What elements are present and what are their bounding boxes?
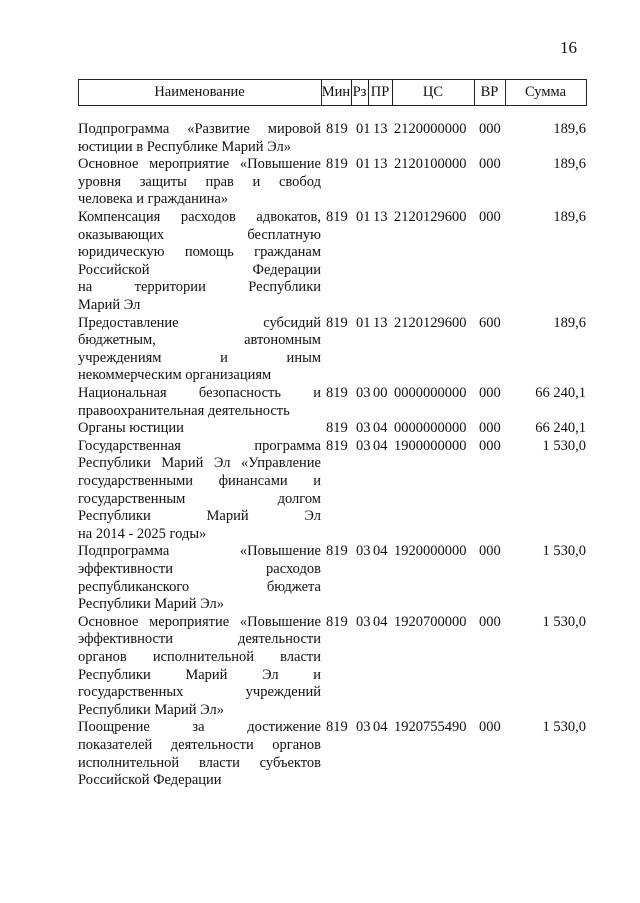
row-cs: 1900000000 — [394, 437, 467, 454]
row-name-line: эффективности расходов — [78, 560, 321, 577]
row-name-line: Органы юстиции — [78, 420, 184, 437]
row-sum: 1 530,0 — [542, 543, 586, 560]
row-cs: 1920700000 — [394, 613, 467, 630]
row-vr: 000 — [479, 156, 501, 173]
row-name-line: Подпрограмма «Повышение — [78, 543, 321, 560]
row-sum: 189,6 — [553, 121, 586, 137]
row-name-line: Поощрение за достижение — [78, 719, 321, 736]
row-name-line: Подпрограмма «Развитие мировой — [78, 121, 321, 137]
row-name-line: Марий Эл — [78, 296, 141, 313]
row-name — [78, 315, 321, 385]
row-name-line: Республики Марий Эл и — [78, 666, 321, 683]
row-rz: 03 — [356, 420, 371, 437]
row-name — [78, 209, 321, 315]
row-pr: 13 — [373, 314, 388, 331]
row-name-line: Основное мероприятие «Повышение — [78, 156, 321, 173]
row-name — [78, 543, 321, 613]
row-min: 819 — [326, 156, 348, 173]
row-name-line: Компенсация расходов адвокатов, — [78, 209, 321, 225]
row-pr: 04 — [373, 719, 388, 736]
row-name-line: Российской Федерации — [78, 772, 222, 789]
row-vr: 600 — [479, 314, 501, 331]
row-name-line: бюджетным, автономным — [78, 332, 321, 349]
row-name-line: государственными финансами и — [78, 472, 321, 489]
row-cs: 0000000000 — [394, 420, 467, 437]
row-rz: 03 — [356, 437, 371, 454]
header-bottom-rule — [78, 105, 586, 106]
row-name-line: государственным долгом — [78, 490, 321, 507]
row-name-line: Российской Федерации — [78, 261, 321, 278]
row-vr: 000 — [479, 613, 501, 630]
row-vr: 000 — [479, 437, 501, 454]
row-cs: 1920000000 — [394, 543, 467, 560]
row-cs: 2120129600 — [394, 209, 467, 225]
row-min: 819 — [326, 420, 348, 437]
row-min: 819 — [326, 613, 348, 630]
row-name-line: республиканского бюджета — [78, 578, 321, 595]
row-rz: 01 — [356, 209, 371, 225]
row-rz: 03 — [356, 613, 371, 630]
row-rz: 01 — [356, 314, 371, 331]
header-divider — [586, 79, 587, 106]
row-name — [78, 121, 321, 156]
row-min: 819 — [326, 719, 348, 736]
row-name-line: на территории Республики — [78, 279, 321, 296]
row-name-line: эффективности деятельности — [78, 631, 321, 648]
header-sum: Сумма — [524, 84, 567, 100]
header-cs: ЦС — [422, 84, 444, 100]
row-name-line: Республики Марий Эл «Управление — [78, 455, 321, 472]
row-name-line: оказывающих бесплатную — [78, 226, 321, 243]
row-name — [78, 719, 321, 789]
row-name — [78, 438, 321, 544]
row-name-line: Республики Марий Эл» — [78, 701, 224, 718]
row-sum: 1 530,0 — [542, 437, 586, 454]
row-name-line: человека и гражданина» — [78, 191, 229, 208]
row-vr: 000 — [479, 719, 501, 736]
row-sum: 1 530,0 — [542, 719, 586, 736]
row-name — [78, 420, 321, 438]
row-name-line: показателей деятельности органов — [78, 736, 321, 753]
row-rz: 03 — [356, 719, 371, 736]
header-pr: ПР — [370, 84, 390, 100]
row-name-line: Республики Марий Эл — [78, 508, 321, 525]
header-min: Мин — [321, 84, 351, 100]
row-vr: 000 — [479, 121, 501, 137]
row-name-line: Национальная безопасность и — [78, 385, 321, 401]
row-vr: 000 — [479, 543, 501, 560]
row-name — [78, 385, 321, 420]
row-rz: 01 — [356, 121, 371, 137]
row-sum: 1 530,0 — [542, 613, 586, 630]
row-name-line: юстиции в Республике Марий Эл» — [78, 138, 292, 155]
row-min: 819 — [326, 209, 348, 225]
row-vr: 000 — [479, 420, 501, 437]
row-sum: 189,6 — [553, 209, 586, 225]
row-name-line: правоохранительная деятельность — [78, 402, 290, 419]
header-rz: Рз — [352, 84, 367, 100]
row-name-line: уровня защиты прав и свобод — [78, 173, 321, 190]
row-vr: 000 — [479, 385, 501, 401]
row-name-line: органов исполнительной власти — [78, 648, 321, 665]
row-cs: 0000000000 — [394, 385, 467, 401]
row-rz: 03 — [356, 543, 371, 560]
row-pr: 04 — [373, 437, 388, 454]
row-sum: 66 240,1 — [535, 385, 586, 401]
row-min: 819 — [326, 437, 348, 454]
row-min: 819 — [326, 121, 348, 137]
row-name-line: государственных учреждений — [78, 684, 321, 701]
row-sum: 66 240,1 — [535, 420, 586, 437]
row-name-line: Основное мероприятие «Повышение — [78, 613, 321, 630]
row-name-line: Республики Марий Эл» — [78, 596, 224, 613]
row-sum: 189,6 — [553, 314, 586, 331]
header-top-rule — [78, 79, 586, 80]
row-pr: 04 — [373, 613, 388, 630]
header-vr: ВР — [480, 84, 499, 100]
row-name-line: некоммерческим организациям — [78, 367, 272, 384]
row-pr: 04 — [373, 420, 388, 437]
row-name-line: исполнительной власти субъектов — [78, 754, 321, 771]
row-name-line: Предоставление субсидий — [78, 314, 321, 331]
row-sum: 189,6 — [553, 156, 586, 173]
page-number: 16 — [560, 38, 577, 57]
row-min: 819 — [326, 385, 348, 401]
row-pr: 04 — [373, 543, 388, 560]
row-pr: 13 — [373, 156, 388, 173]
row-rz: 01 — [356, 156, 371, 173]
row-name-line: учреждениям и иным — [78, 349, 321, 366]
row-min: 819 — [326, 314, 348, 331]
row-cs: 2120000000 — [394, 121, 467, 137]
row-rz: 03 — [356, 385, 371, 401]
row-pr: 13 — [373, 121, 388, 137]
row-cs: 2120129600 — [394, 314, 467, 331]
row-vr: 000 — [479, 209, 501, 225]
row-name — [78, 614, 321, 720]
row-cs: 2120100000 — [394, 156, 467, 173]
row-cs: 1920755490 — [394, 719, 467, 736]
row-pr: 00 — [373, 385, 388, 401]
header-name: Наименование — [154, 84, 245, 100]
row-name-line: Государственная программа — [78, 437, 321, 454]
row-name — [78, 156, 321, 209]
row-pr: 13 — [373, 209, 388, 225]
row-min: 819 — [326, 543, 348, 560]
row-name-line: юридическую помощь гражданам — [78, 244, 321, 261]
row-name-line: на 2014 - 2025 годы» — [78, 525, 207, 542]
